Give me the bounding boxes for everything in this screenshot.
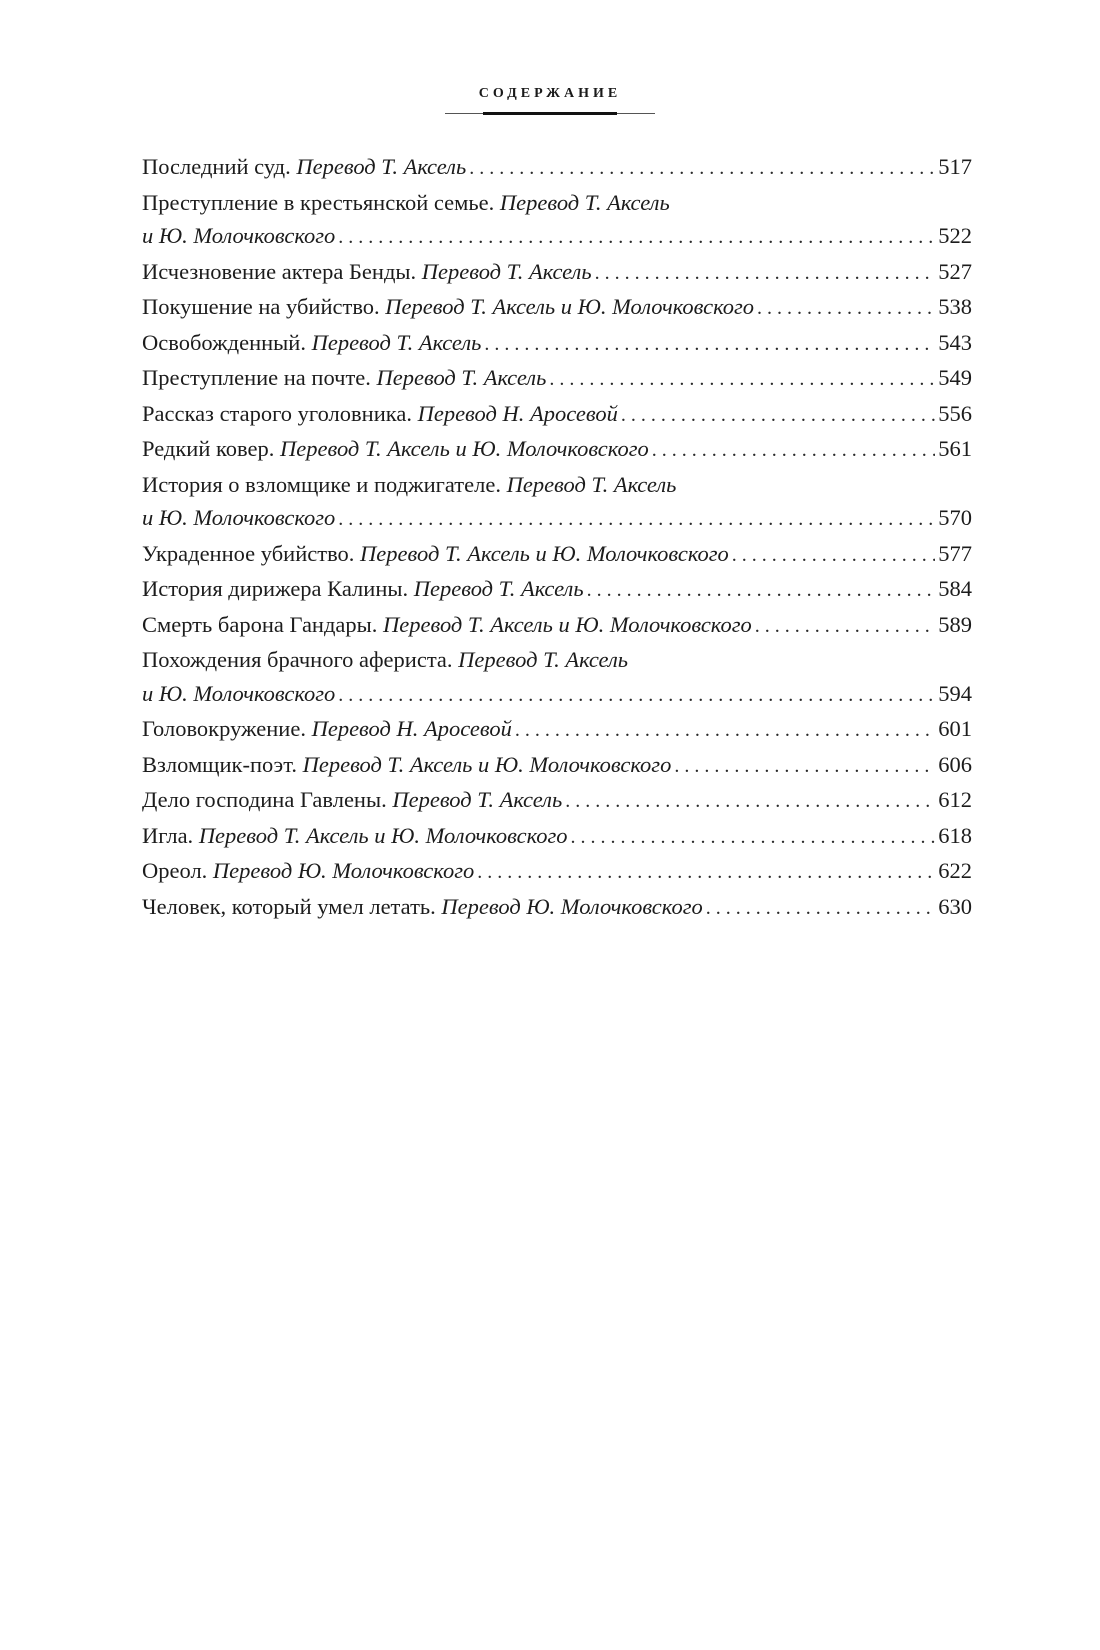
toc-entry-title: Человек, который умел летать. (142, 893, 436, 919)
toc-entry-text (142, 712, 512, 746)
toc-entry-text (142, 608, 752, 642)
toc-leader-dots (338, 679, 935, 713)
toc-entry-text (142, 361, 546, 395)
toc-leader-dots (477, 856, 935, 890)
toc-leader-dots (338, 503, 935, 537)
toc-entry-first-line (142, 468, 972, 502)
toc-entry-text (142, 783, 562, 817)
toc-entry-text (142, 890, 703, 924)
toc-entry (142, 854, 972, 890)
toc-entry-line (142, 432, 972, 468)
toc-entry (142, 290, 972, 326)
toc-entry-title: История о взломщике и поджигателе. (142, 471, 501, 497)
toc-entry-page-number: 577 (938, 540, 972, 566)
toc-entry-line (142, 783, 972, 819)
toc-entry-title: Редкий ковер. (142, 436, 275, 461)
toc-entry-first-line (142, 643, 972, 677)
toc-entry-page-number: 622 (938, 858, 972, 883)
toc-entry-page-number: 543 (938, 329, 972, 355)
toc-entry (142, 819, 972, 855)
toc-entry-translator: Перевод Т. Аксель и Ю. Молочковского (383, 611, 752, 637)
toc-entry-title: Преступление на почте. (142, 365, 371, 390)
toc-leader-dots (515, 714, 935, 748)
toc-entry-line (142, 537, 972, 573)
toc-entry-line (142, 397, 972, 433)
toc-entry-translator: Перевод Т. Аксель (296, 154, 467, 179)
toc-entry-last-line (142, 677, 972, 713)
toc-entry-page-number: 612 (938, 787, 972, 812)
toc-leader-dots (338, 221, 935, 255)
toc-entry-translator: Перевод Т. Аксель (413, 576, 584, 601)
toc-entry-translator-continued: и Ю. Молочковского (142, 680, 336, 706)
toc-entry-line (142, 255, 972, 291)
toc-entry-translator: Перевод Н. Аросевой (417, 400, 618, 426)
toc-entry-title: Украденное убийство. (142, 540, 355, 566)
toc-entry-page-number: 561 (938, 436, 972, 461)
toc-entry-page-number: 606 (938, 751, 972, 777)
toc-leader-dots (757, 292, 935, 326)
toc-entry-title: Дело господина Гавлены. (142, 787, 387, 812)
toc-entry-translator: Перевод Ю. Молочковского (441, 893, 703, 919)
toc-entry-translator: Перевод Ю. Молочковского (212, 858, 475, 883)
toc-entry-first-line (142, 186, 972, 220)
toc-entry-translator: Перевод Т. Аксель (421, 258, 592, 284)
toc-entry-line (142, 819, 972, 855)
toc-entry-title: Смерть барона Гандары. (142, 611, 378, 637)
toc-entry-title: Игла. (142, 822, 194, 848)
toc-entry-page-number: 538 (938, 294, 972, 319)
toc-entry-page-number: 601 (938, 716, 972, 741)
toc-entry-translator: Перевод Т. Аксель и Ю. Молочковского (198, 822, 568, 848)
toc-entry-translator: Перевод Н. Аросевой (311, 716, 512, 741)
toc-entry-text (142, 572, 584, 606)
toc-entry-translator: Перевод Т. Аксель и Ю. Молочковского (385, 294, 755, 319)
toc-entry (142, 890, 972, 926)
toc-entry-page-number: 630 (938, 893, 972, 919)
toc-entry-line (142, 290, 972, 326)
toc-entry-translator: Перевод Т. Аксель и Ю. Молочковского (360, 540, 729, 566)
toc-entry-translator: Перевод Т. Аксель (311, 329, 482, 355)
toc-leader-dots (469, 152, 935, 186)
toc-entry-text (142, 326, 481, 360)
toc-entry-title: История дирижера Калины. (142, 576, 409, 601)
header-rule (445, 112, 655, 115)
toc-leader-dots (587, 574, 936, 608)
toc-entry-last-line (142, 219, 972, 255)
toc-entry (142, 468, 972, 537)
toc-entry-text (142, 290, 754, 324)
toc-entry-page-number: 589 (938, 611, 972, 637)
toc-entry-translator-continued: и Ю. Молочковского (142, 505, 336, 530)
toc-entry-translator: Перевод Т. Аксель (506, 471, 677, 497)
toc-entry-translator: Перевод Т. Аксель (392, 787, 563, 812)
toc-entry-last-line (142, 501, 972, 537)
toc-entry (142, 572, 972, 608)
toc-entry-translator-continued: и Ю. Молочковского (142, 223, 336, 248)
toc-leader-dots (732, 539, 935, 573)
toc-entry-line (142, 572, 972, 608)
toc-entry-title: Ореол. (142, 858, 208, 883)
toc-entry-title: Взломщик-поэт. (142, 751, 297, 777)
toc-entry-page-number: 584 (938, 576, 972, 601)
toc-entry-title: Последний суд. (142, 154, 291, 179)
toc-entry-page-number: 618 (938, 822, 972, 848)
toc-entry-title: Исчезновение актера Бенды. (142, 258, 417, 284)
toc-leader-dots (706, 892, 936, 926)
toc-leader-dots (565, 785, 935, 819)
toc-entry-title: Похождения брачного афериста. (142, 647, 453, 672)
toc-entry (142, 748, 972, 784)
toc-entry-title: Рассказ старого уголовника. (142, 400, 412, 426)
toc-entry (142, 783, 972, 819)
toc-entry-title: Покушение на убийство. (142, 294, 380, 319)
toc-entry-page-number: 517 (938, 154, 972, 179)
toc-entry-title: Преступление в крестьянской семье. (142, 189, 495, 215)
toc-leader-dots (674, 750, 935, 784)
toc-entry-line (142, 712, 972, 748)
toc-entry-page-number: 522 (938, 223, 972, 248)
toc-leader-dots (621, 399, 935, 433)
toc-entry-translator: Перевод Т. Аксель (499, 189, 670, 215)
page-header (0, 86, 1100, 115)
toc-entry-translator: Перевод Т. Аксель и Ю. Молочковского (302, 751, 672, 777)
toc-entry-text (142, 537, 729, 571)
toc-leader-dots (595, 257, 936, 291)
toc-entry-text (142, 397, 618, 431)
table-of-contents (142, 150, 972, 925)
toc-entry-title: Освобожденный. (142, 329, 306, 355)
toc-entry-text (142, 255, 592, 289)
toc-entry (142, 397, 972, 433)
toc-entry (142, 643, 972, 712)
toc-entry-text (142, 432, 649, 466)
toc-entry-line (142, 890, 972, 926)
toc-entry (142, 432, 972, 468)
toc-entry-translator: Перевод Т. Аксель (458, 647, 628, 672)
toc-leader-dots (549, 363, 935, 397)
toc-entry-text (142, 819, 568, 853)
toc-entry-text (142, 748, 671, 782)
toc-entry (142, 186, 972, 255)
toc-leader-dots (755, 610, 935, 644)
page-title: СОДЕРЖАНИЕ (478, 86, 622, 101)
toc-entry (142, 537, 972, 573)
toc-entry (142, 712, 972, 748)
toc-entry (142, 608, 972, 644)
toc-entry-line (142, 748, 972, 784)
toc-entry-line (142, 150, 972, 186)
toc-entry-text (142, 150, 466, 184)
toc-entry-translator: Перевод Т. Аксель (376, 365, 547, 390)
toc-entry-line (142, 326, 972, 362)
toc-entry (142, 150, 972, 186)
toc-entry-translator: Перевод Т. Аксель и Ю. Молочковского (280, 436, 649, 461)
toc-entry-text (142, 854, 474, 888)
toc-entry-page-number: 527 (938, 258, 972, 284)
toc-entry-page-number: 549 (938, 365, 972, 390)
toc-entry (142, 326, 972, 362)
toc-entry (142, 255, 972, 291)
toc-entry (142, 361, 972, 397)
toc-leader-dots (571, 821, 936, 855)
toc-entry-title: Головокружение. (142, 716, 306, 741)
toc-entry-line (142, 361, 972, 397)
toc-leader-dots (652, 434, 936, 468)
toc-entry-line (142, 608, 972, 644)
toc-entry-line (142, 854, 972, 890)
toc-entry-page-number: 556 (938, 400, 972, 426)
toc-entry-page-number: 570 (938, 505, 972, 530)
toc-entry-page-number: 594 (938, 680, 972, 706)
header-rule-thick (483, 112, 617, 115)
toc-leader-dots (484, 328, 935, 362)
